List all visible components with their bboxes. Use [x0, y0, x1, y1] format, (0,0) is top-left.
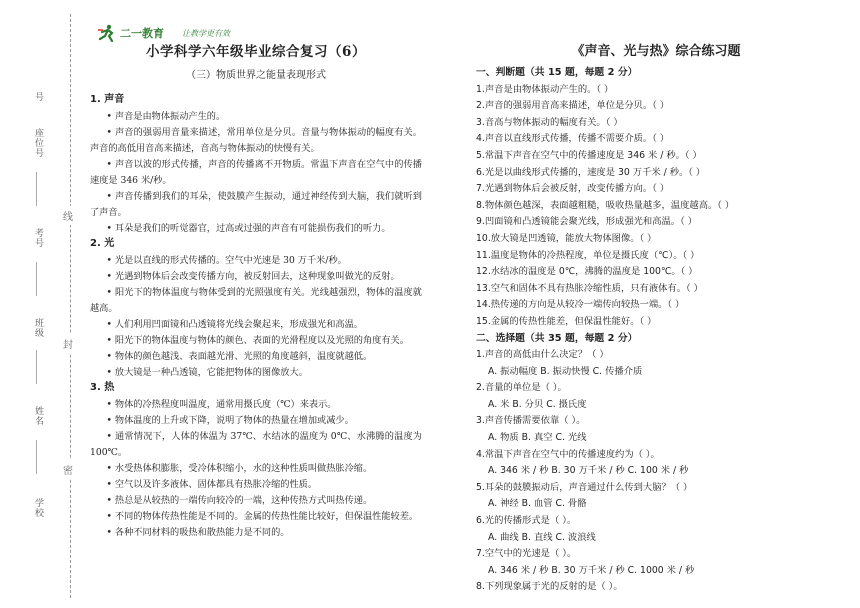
question-item: 2.声音的强弱用音高来描述，单位是分贝。（ ） [476, 100, 670, 112]
note-paragraph: • 阳光下的物体温度与物体的颜色、表面的光滑程度以及光照的角度有关。 [106, 335, 409, 346]
question-item: 5.耳朵的鼓膜振动后，声音通过什么传到大脑？（ ） [476, 481, 693, 493]
exercise-section-heading: 二、选择题（共 35 题，每题 2 分） [476, 332, 638, 344]
note-paragraph: • 声音是由物体振动产生的。 [106, 111, 226, 122]
note-paragraph: • 声音的强弱用音量来描述，常用单位是分贝。音量与物体振动的幅度有关。声音的高低用音高来描述，音高与物体振动的快慢有关。 [90, 127, 422, 154]
note-paragraph: • 光遇到物体后会改变传播方向，被反射回去，这种现象叫做光的反射。 [106, 271, 400, 282]
exercise-body [476, 65, 836, 596]
answer-options: A. 神经 B. 血管 C. 骨骼 [488, 498, 587, 510]
question-item: 8.下列现象属于光的反射的是（ ）。 [476, 581, 623, 593]
question-item: 6.光的传播形式是（ ）。 [476, 515, 577, 527]
note-paragraph: • 物体的颜色越浅、表面越光滑、光照的角度越斜，温度就越低。 [106, 351, 373, 362]
note-paragraph: • 热总是从较热的一端传向较冷的一端，这种传热方式叫热传递。 [106, 495, 373, 506]
question-item: 14.热传递的方向是从较冷一端传向较热一端。（ ） [476, 299, 685, 311]
question-item: 4.常温下声音在空气中的传播速度约为（ ）。 [476, 448, 660, 460]
binding-blank-line [36, 262, 37, 296]
binding-label-number: 号 [33, 92, 43, 102]
binding-seal-seal: 封 [63, 334, 73, 353]
note-paragraph: • 各种不同材料的吸热和散热能力是不同的。 [106, 527, 290, 538]
binding-blank-line [36, 350, 37, 384]
binding-label-name: 姓名 [33, 406, 43, 426]
section-heading: 3. 热 [90, 382, 115, 393]
question-item: 6.光是以曲线形式传播的，速度是 30 万千米 / 秒。（ ） [476, 166, 706, 178]
logo-name: 二一教育 [120, 27, 164, 40]
exercise-title: 《声音、光与热》综合练习题 [571, 44, 741, 59]
binding-blank-line [36, 172, 37, 206]
note-paragraph: • 物体温度的上升或下降，说明了物体的热量在增加或减少。 [106, 415, 354, 426]
question-item: 4.声音以直线形式传播，传播不需要介质。（ ） [476, 133, 670, 145]
review-notes-body [90, 93, 422, 541]
answer-options: A. 米 B. 分贝 C. 摄氏度 [488, 398, 587, 410]
question-item: 1.声音的高低由什么决定？（ ） [476, 349, 609, 361]
binding-dash-line [70, 14, 71, 598]
note-paragraph: • 人们利用凹面镜和凸透镜将光线会聚起来，形成强光和高温。 [106, 319, 363, 330]
note-paragraph: • 光是以直线的形式传播的。空气中光速是 30 万千米/秒。 [106, 255, 347, 266]
question-item: 1.声音是由物体振动产生的。（ ） [476, 83, 614, 95]
question-item: 8.物体颜色越深，表面越粗糙，吸收热量越多，温度越高。（ ） [476, 199, 735, 211]
review-subtitle: （三）物质世界之能量表现形式 [186, 70, 326, 81]
note-paragraph: • 声音传播到我们的耳朵，使鼓膜产生振动，通过神经传到大脑，我们就听到了声音。 [90, 191, 422, 218]
answer-options: A. 346 米 / 秒 B. 30 万千米 / 秒 C. 1000 米 / 秒 [488, 564, 695, 576]
question-item: 13.空气和固体不具有热胀冷缩性质，只有液体有。（ ） [476, 282, 703, 294]
binding-seal-secret: 密 [63, 460, 73, 479]
note-paragraph: • 空气以及许多液体、固体都具有热胀冷缩的性质。 [106, 479, 318, 490]
binding-label-class: 班级 [33, 318, 43, 338]
binding-label-school: 学校 [33, 498, 43, 518]
section-heading: 2. 光 [90, 238, 115, 249]
answer-options: A. 曲线 B. 直线 C. 波浪线 [488, 531, 596, 543]
note-paragraph: • 不同的物体传热性能是不同的。金属的传热性能比较好，但保温性能较差。 [106, 511, 419, 522]
binding-label-exam-id: 考号 [33, 228, 43, 248]
review-notes-column [90, 40, 422, 541]
question-item: 7.光遇到物体后会被反射，改变传播方向。（ ） [476, 183, 670, 195]
review-title: 小学科学六年级毕业综合复习（6） [146, 44, 366, 60]
note-paragraph: • 耳朵是我们的听觉器官，过高或过强的声音有可能损伤我们的听力。 [106, 223, 391, 234]
note-paragraph: • 通常情况下，人体的体温为 37℃、水结冰的温度为 0℃、水沸腾的温度为 100℃。 [90, 431, 422, 458]
note-paragraph: • 阳光下的物体温度与物体受到的光照强度有关。光线越强烈，物体的温度就越高。 [90, 287, 422, 314]
question-item: 2.音量的单位是（ ）。 [476, 382, 567, 394]
question-item: 10.放大镜是凹透镜，能放大物体图像。（ ） [476, 232, 657, 244]
answer-options: A. 346 米 / 秒 B. 30 万千米 / 秒 C. 100 米 / 秒 [488, 465, 689, 477]
note-paragraph: • 水受热体积膨胀，受冷体积缩小，水的这种性质叫做热胀冷缩。 [106, 463, 373, 474]
question-item: 5.常温下声音在空气中的传播速度是 346 米 / 秒。（ ） [476, 149, 702, 161]
question-item: 15.金属的传热性能差，但保温性能好。（ ） [476, 315, 657, 327]
note-paragraph: • 物体的冷热程度叫温度，通常用摄氏度（℃）来表示。 [106, 399, 337, 410]
note-paragraph: • 声音以波的形式传播，声音的传播离不开物质。常温下声音在空气中的传播速度是 346 米/秒。 [90, 159, 422, 186]
binding-margin [0, 0, 78, 608]
answer-options: A. 物质 B. 真空 C. 光线 [488, 432, 587, 444]
binding-seal-line: 线 [63, 206, 73, 225]
question-item: 3.音高与物体振动的幅度有关。（ ） [476, 116, 623, 128]
answer-options: A. 振动幅度 B. 振动快慢 C. 传播介质 [488, 365, 643, 377]
exercise-column [476, 40, 836, 596]
question-item: 12.水结冰的温度是 0℃，沸腾的温度是 100℃。（ ） [476, 266, 698, 278]
question-item: 9.凹面镜和凸透镜能会聚光线，形成强光和高温。（ ） [476, 216, 698, 228]
question-item: 11.温度是物体的冷热程度，单位是摄氏度（℃）。（ ） [476, 249, 700, 261]
section-heading: 1. 声音 [90, 94, 125, 105]
binding-blank-line [36, 440, 37, 474]
logo-slogan: 让教学更有效 [182, 28, 230, 38]
exercise-section-heading: 一、判断题（共 15 题，每题 2 分） [476, 67, 638, 78]
question-item: 3.声音传播需要依靠（ ）。 [476, 415, 586, 427]
note-paragraph: • 放大镜是一种凸透镜，它能把物体的图像放大。 [106, 367, 308, 378]
question-item: 7.空气中的光速是（ ）。 [476, 548, 577, 560]
binding-label-seat: 座位号 [33, 128, 43, 158]
